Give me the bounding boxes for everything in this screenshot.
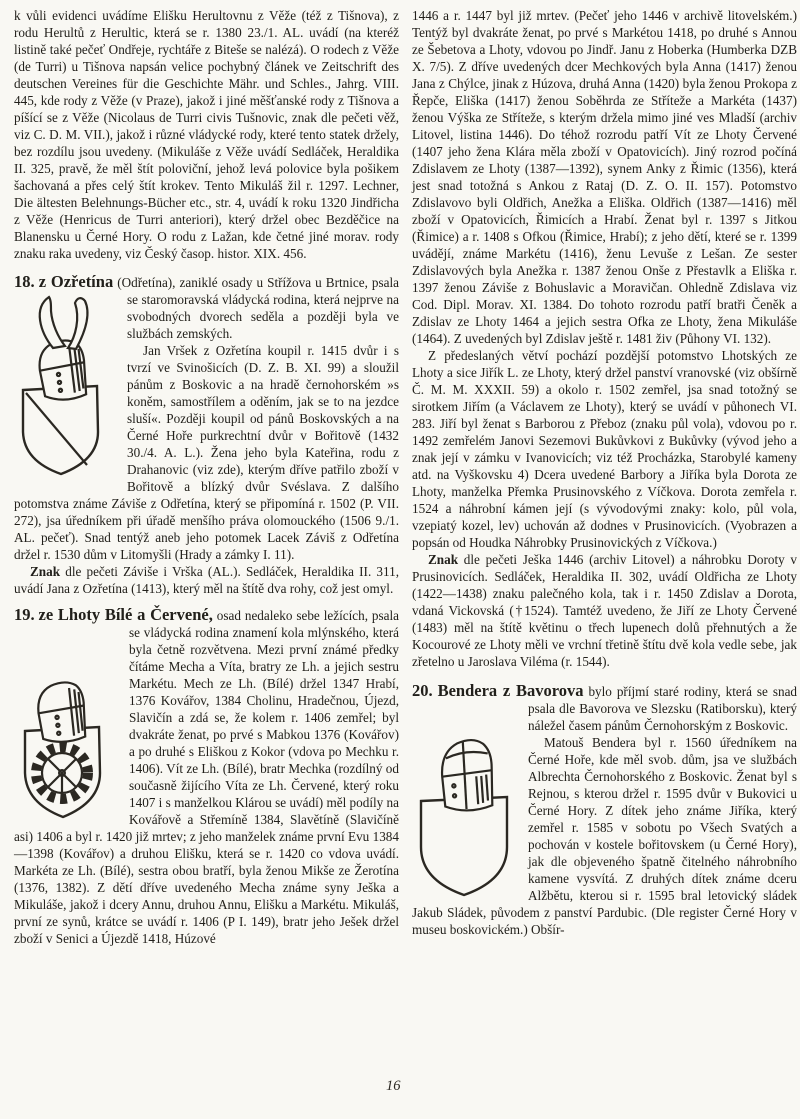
- helmet: [36, 681, 88, 745]
- body-text: 1446 a r. 1447 byl již mrtev. (Pečeť jeho 1446 v archivě litovelském.) Tentýž byl dvakráte ženat, po prvé s Markétou 1418, po druhé s Annou ze Šebetova a Lhoty, vdovou po Jindř. Janu z Hoberka (Humberka DZB X. 7/5). Z dříve uvedených dcer Mechkových byla Anna (1417) ženou Jana z Chýlce, jinak z Húzova, druhá Anna (1420) byla ženou Prokopa z Řepče, Eliška (1417) ženou Soběhrda ze Stříteže a Markéta (1437) ženou Výška ze Stříteže, s kterým držela mimo jiné ves Mladší (archiv Litovel, listina 1446). Do téhož rozrodu patří Vít ze Lhoty Červené (1407 jeho žena Klára měla zboží v Opatovicích). Jiný rozrod počíná Zdislavem ze Lhoty (1387—1392), synem Anky z Řimic (1356), která jest snad totožná s Ankou z Rataj (D. Z. O. II. 157). Potomstvo Zdislavovo byli Oldřich, Anežka a Eliška. Oldřich (1387—1416) měl zboží v Opatovicích, Řimicích a Hrabí. Ženat byl r. 1397 s Jitkou (Řimice) a r. 1408 s Ofkou (Řimice, Hrabí); z jeho dětí, které se r. 1399 uvádějí, známe Markétu (1416), ženu Levuše z Lešan. Ze sester Zdislavových byla Anežka r. 1387 ženou Onše z Přestavlk a Eliška r. 1397 ženou Záviše z Bohuslavic a Moravičan. Ohledně Zdislava viz Cod. Dipl. Morav. XI. 1384. Do tohoto rozrodu patří bratři Čeněk a Zdislav ze Lhoty 1464 a jejich sestra Ofka ze Lhoty, žena Mikuláše (1464). Z uvedených byl Zdislav ještě r. 1481 živ (Půhony VI. 132).: [412, 8, 797, 346]
- section-18: [14, 273, 399, 342]
- body-text: dle pečeti Záviše i Vrška (AL.). Sedláček, Heraldika II. 311, uvádí Jana z Ozřetína (1413), který měl na štítě dva rohy, což jest omyl.: [14, 564, 399, 596]
- znak-label: Znak: [428, 552, 459, 567]
- right-column: [412, 7, 797, 947]
- page-number: 16: [386, 1078, 401, 1094]
- section-19: [14, 606, 399, 947]
- body-text: ležících, psala se vládycká rodina znamení kola mlýnského, která byla četně rozvětvena. Mezi první známé předky čítáme Mecha a Víta, bratry ze Lh. a jejich sestru Markétu. Mech ze Lh. (Bílé) držel 1347 Hrabí, 1376 Kovářov, 1384 Cholinu, Hradečnou, Újezd, Slavičín a zdá se, že kolem r. 1406 zemřel; byl dvakráte ženat, po prvé s Mabkou 1376 (Kovářov) a po druhé s Eliškou z Kokor (vdova po Mechku r. 1406). Vít ze Lh. (Bílé), bratr Mechka (rozdílný od současně žijícího Víta ze Lh. Červené, který roku 1407 i s manželkou Klárou se uvádí) měl podíly na Kovářově a Střemíně 1384, Slavětíně (Slavičíně asi) 1406 a byl r. 1420 již mrtev; z jeho manželek známe první Evu 1384—1398 (Kovářov) a druhou Elišku, která se r. 1420 co vdova uvádí. Markéta ze Lh. (Bílé), sestra obou bratří, byla ženou Mikše ze Žerotína (1376, 1382). Z dětí dříve uvedeného Mecha známe syny Ješka a Mikuláše, jakož i dcery Annu, druhou Annu, Elišku a Markétu. Mikuláš, první ze synů, krátce se uvádí r. 1406 (P I. 149), bratr jeho Ješek držel zboží v Senici a Újezdě 1418, Húzové: [14, 608, 400, 946]
- body-text: Matouš Bendera byl r. 1560 úředníkem na Černé Hoře, kde měl svob. dům, jsa ve službách Albrechta Černohorského z Boskovic. Ženat byl s Rejnou, s kterou držel r. 1595 dvůr v Bukovici u Černé Hory. Z dítek jeho známe Jiříka, který zemřel r. 1585 v sobotu po Všech Svatých a pochován v kostele bořitovskem (u Černé Hory), jak dle objeveného špatně čitelného náhrobního kamene vysvítá. Z druhých dítek známe dceru Alžbětu, kterou si r. 1595 bral letovický sládek Jakub Sládek, původem z panství Pardubic. (Dle register Černé Hory v museu boskovickém.) Obšír-: [412, 735, 797, 937]
- plain-shield: [421, 797, 507, 895]
- paragraph-continuation: [412, 7, 797, 347]
- section-lead: osad nedaleko sebe: [216, 608, 320, 623]
- section-number: 18.: [14, 272, 35, 291]
- section-number: 20.: [412, 681, 433, 700]
- paragraph-continuation: [14, 7, 399, 262]
- bendera-coat-of-arms: [416, 701, 511, 901]
- section-number: 19.: [14, 605, 35, 624]
- left-column: [14, 7, 399, 947]
- section-title: ze Lhoty Bílé a Červené,: [38, 605, 213, 624]
- helmet: [37, 338, 89, 402]
- body-text: Z předeslaných větví pochází pozdější potomstvo Lhotských ze Lhoty a sice Jiřík L. ze Lhoty, který držel panství vranovské (viz obšírně Č. M. M. XXXII. 59) a okolo r. 1502 zemřel, jsa snad totožný se sirotkem Jiřím (a Václavem ze Lhoty), který se uvádí v půhonech VI. 283. Jiří byl ženat s Barborou z Přeboz (znaku půl vola), vdovou po r. 1492 zemřelém Janovi Sezemovi Bukůvkovi z Bukůvky (vývod jeho a znak její v zámku v Ivanovicích; viz též Procházka, Starobylé kameny atd. na Vyškovsku 4) Dcera uvedené Barbory a Jiříka byla Dorota ze Lhoty, manželka Přemka Prusinovského z Víčkova. Dorota zemřela r. 1524 a náhrobní kámen její (s vývodovými znaky: kolo, půl vola, vzepiatý kozel, lev) uchován až dodnes v Prusinovicích. (Vyobrazen a popsán od Houdka Náhrobky Prusinovických z Víčkova.): [412, 348, 797, 550]
- paragraph-znak: [14, 563, 399, 597]
- section-20: [412, 682, 797, 734]
- body-text: u Brtnice, psala se staromoravská vládycká rodina, která nejprve na svobodných dvorech seděla a později byla ve službách zemských.: [127, 275, 400, 341]
- body-text: dle pečeti Ješka 1446 (archiv Litovel) a náhrobku Doroty v Prusinovicích. Sedláček, Heraldika II. 302, uvádí Oldřicha ze Lhoty (1422—1438) znaku palečného kola, tak i r. 1450 Zdislav a Dorota, vdaná Vickovská (†1524). Tamtéž uvedeno, že Jiří ze Lhoty Červené (1483) měl na štítě květinu o třech lupenech dolů přehnutých a že Kocourové ze Lhoty měli ve vrchní třetině štítu dvě kola vedle sebe, jak zřetelno u Jaroslava Viléma (r. 1544).: [412, 552, 798, 669]
- body-text: která se snad psala dle Bavorova ve Slezsku (Ratiborsku), který náležel časem pánům Černohorským z Boskovic.: [528, 684, 798, 733]
- section-lead: (Odřetína), zaniklé osady u Střížova: [117, 275, 312, 290]
- section-lead: bylo příjmí staré rodiny,: [588, 684, 721, 699]
- body-text: Jan Vršek z Ozřetína koupil r. 1415 dvůr i s tvrzí ve Svinošicích (D. Z. B. XI. 99) a sloužil pánům z Boskovic a na hradě černohorském »s koněm, samostřílem a oděním, jak se to na jezdce sluší«. Později koupil od pánů Boskovských a na Černé Hoře purkrechtní dvůr v Bořitově (1432 30./4. A. L.). Žena jeho byla Kateřina, rodu z Drahanovic (viz zde), kterým dříve patřilo zboží v Bořitově a blízký dvůr Svéslava. Z dalšího potomstva známe Záviše z Odřetína, který se připomíná r. 1502 (P. VII. 272), jsa úředníkem při úřadě menšího práva olomouckého (1506 9./1. AL. pečeť). Snad tentýž aneb jeho potomek Lacek Záviš z Odřetína držel r. 1530 dům v Litomyšli (Hrady a zámky I. 11).: [14, 343, 399, 562]
- paragraph-znak: [412, 551, 797, 670]
- ozretin-coat-of-arms: [20, 294, 106, 480]
- znak-label: Znak: [30, 564, 61, 579]
- section-title: Bendera z Bavorova: [437, 681, 584, 700]
- paragraph: [412, 347, 797, 551]
- lhota-coat-of-arms: [22, 625, 110, 823]
- section-title: z Ozřetína: [38, 272, 114, 291]
- helmet-with-cross: [440, 739, 495, 812]
- body-text: k vůli evidenci uvádíme Elišku Herultovnu z Věže (též z Tišnova), z rodu Herultů z Herultic, která se r. 1380 23./1. AL. uvádí (na kteréž listině také pečeť Ondřeje, rychtáře z Biteše se nalézá). O rodech z Věže (de Turri) u Tišnova napsán velice pochybný článek ve Zeitschrift des deutschen Vereines für die Geschichte Mähr. und Schles., Jahrg. VIII. 445, kde rody z Věže (v Praze), jakož i jiné měšťanské rody z Tišnova a píšící se z Věže (Nicolaus de Turri civis Tušnovic, znak dle pečeti věž, viz C. D. M. VII.), jakož i různé vládycké rody, které tento statek držely, bez rozdílu jsou uvedeny. (Mikuláše z Věže uvádí Sedláček, Heraldika II. 325, pravě, že měl štít poloviční, jehož levá polovice byla pošikem šachovaná a přes celý štít krokev. Tento Mikuláš žil r. 1297. Lechner, Die ältesten Belehnungs-Bücher etc., str. 4, uvádí k roku 1320 Jindřicha z Věže (Henricus de Turri anteriori), který držel obec Bezděčice na Blanensku u Černé Hory. O rodu z Lažan, kde četné jiné morav. rody znaku raka uvedeny, viz Český časop. histor. XIX. 456.: [14, 8, 399, 261]
